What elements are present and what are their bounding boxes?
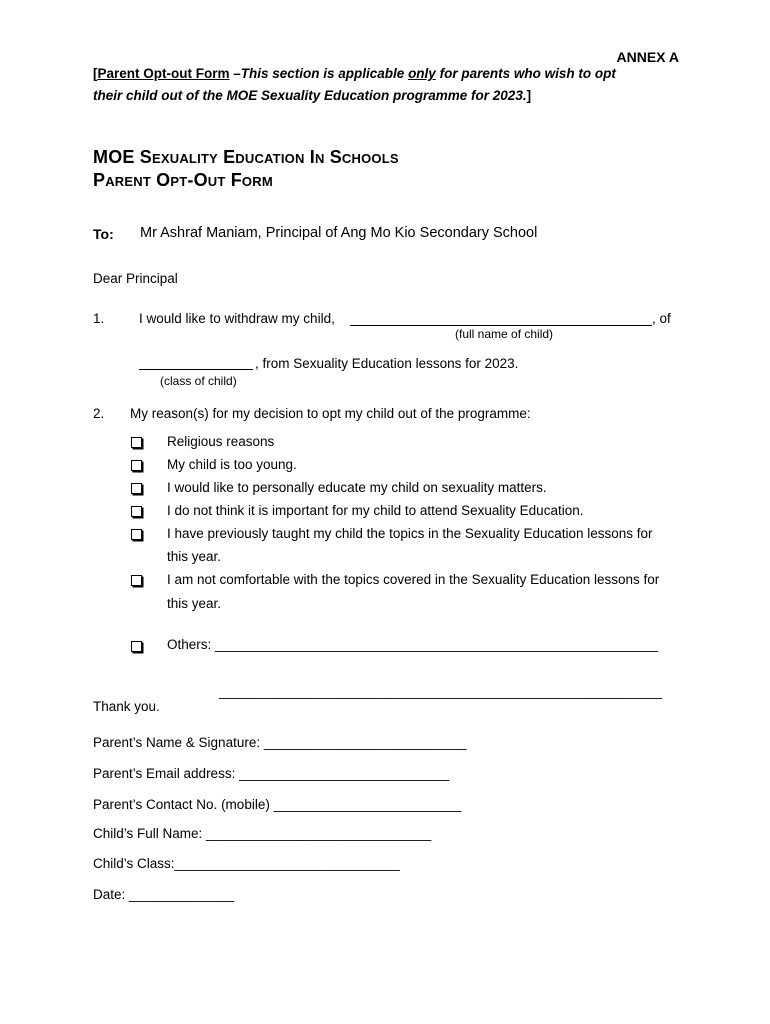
item-1-of: , of	[652, 311, 671, 326]
page-title: MOE Sexuality Education In Schools	[93, 147, 399, 167]
salutation: Dear Principal	[93, 271, 178, 286]
child-class-hint: (class of child)	[160, 374, 237, 388]
applicability-note-line2	[93, 88, 531, 103]
checkbox-not-important[interactable]	[131, 506, 142, 517]
item-1-number: 1.	[93, 311, 105, 326]
note-dash-text: –This section is applicable	[229, 66, 409, 81]
child-class-blank[interactable]	[139, 369, 253, 370]
child-name-hint: (full name of child)	[455, 327, 554, 341]
parent-contact-field[interactable]: Parent’s Contact No. (mobile) _________________________	[93, 797, 462, 812]
note-line2: their child out of the MOE Sexuality Education programme for 2023.	[93, 88, 527, 103]
date-field[interactable]: Date: ______________	[93, 887, 235, 902]
checkbox-too-young[interactable]	[131, 460, 142, 471]
option-too-young: My child is too young.	[167, 457, 297, 472]
bracket-close: ]	[526, 88, 532, 103]
note-only: only	[408, 66, 436, 81]
checkbox-religious[interactable]	[131, 437, 142, 448]
option-others[interactable]: Others: ___________________________________________________________	[167, 637, 658, 652]
checkbox-others[interactable]	[131, 641, 142, 652]
option-previously-taught: I have previously taught my child the topics in the Sexuality Education lessons for	[167, 526, 653, 541]
checkbox-not-comfortable[interactable]	[131, 575, 142, 586]
bracket-open: [	[93, 66, 98, 81]
item-1-text: I would like to withdraw my child,	[139, 311, 335, 326]
page-subtitle: Parent Opt-Out Form	[93, 170, 273, 190]
parent-name-field[interactable]: Parent’s Name & Signature: ___________________________	[93, 735, 467, 750]
child-class-field[interactable]: Child’s Class:______________________________	[93, 856, 400, 871]
checkbox-previously-taught[interactable]	[131, 529, 142, 540]
option-religious: Religious reasons	[167, 434, 275, 449]
parent-email-field[interactable]: Parent’s Email address: ____________________________	[93, 766, 450, 781]
annex-label: ANNEX A	[616, 49, 679, 65]
item-1-class-tail: , from Sexuality Education lessons for 2023.	[255, 356, 519, 371]
recipient: Mr Ashraf Maniam, Principal of Ang Mo Kio Secondary School	[140, 225, 538, 241]
option-not-comfortable-cont: this year.	[167, 596, 222, 611]
child-name-field[interactable]: Child’s Full Name: ______________________________	[93, 826, 432, 841]
option-previously-taught-cont: this year.	[167, 549, 222, 564]
note-rest: for parents who wish to opt	[435, 66, 616, 81]
applicability-note-line1	[93, 66, 616, 81]
checkbox-personally-educate[interactable]	[131, 483, 142, 494]
option-not-comfortable: I am not comfortable with the topics covered in the Sexuality Education lessons for	[167, 572, 660, 587]
thanks: Thank you.	[93, 699, 160, 714]
item-2-text: My reason(s) for my decision to opt my child out of the programme:	[130, 406, 531, 421]
item-2-number: 2.	[93, 406, 105, 421]
option-not-important: I do not think it is important for my child to attend Sexuality Education.	[167, 503, 584, 518]
others-blank-line2[interactable]: ___________________________________________________________	[219, 684, 662, 699]
to-label: To:	[93, 226, 114, 242]
option-personally-educate: I would like to personally educate my child on sexuality matters.	[167, 480, 547, 495]
form-name: Parent Opt-out Form	[97, 66, 230, 81]
child-name-blank[interactable]	[350, 325, 652, 326]
